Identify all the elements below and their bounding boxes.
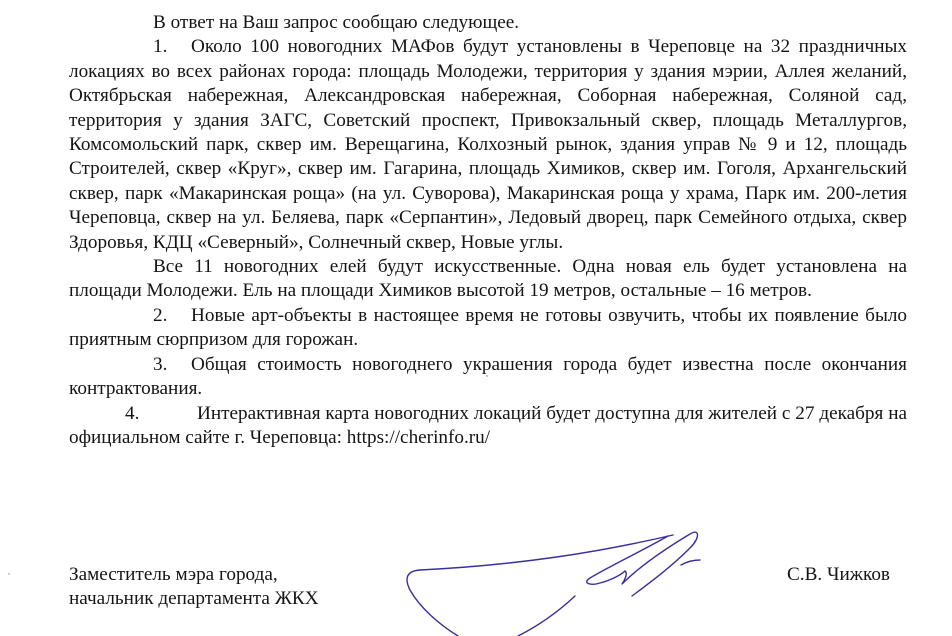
intro-paragraph: В ответ на Ваш запрос сообщаю следующее. [153,12,520,33]
item-2-paragraph [69,304,907,353]
signatory-position [69,563,319,612]
item-4-paragraph [69,402,907,451]
item-3-text: Общая стоимость новогоднего украшения города будет известна после окончания контрактования. [69,353,907,400]
scan-speck [8,573,10,575]
position-line-2: начальник департамента ЖКХ [69,588,319,610]
item-2-number: 2. [153,304,168,326]
signatory-name: С.В. Чижков [787,564,890,585]
item-4-number: 4. [125,402,140,424]
item-3-paragraph [69,353,907,402]
position-line-1: Заместитель мэра города, [69,564,278,585]
letter-body [69,11,907,450]
scan-speck [486,375,488,377]
item-1-paragraph [69,35,907,255]
item-1-text: Около 100 новогодних МАФов будут установлены в Череповце на 32 праздничных локациях во всех районах города: площадь Молодежи, территория у здания мэрии, Аллея желаний, Октябрьская набережная, Александровская набережная, Соборная набережная, Соляной сад, территория у здания ЗАГС, Советский проспект, Привокзальный сквер, площадь Металлургов, Комсомольский парк, сквер им. Верещагина, Колхозный рынок, здания управ № 9 и 12, площадь Строителей, сквер «Круг», сквер им. Гагарина, площадь Химиков, сквер им. Гоголя, Архангельский сквер, парк «Макаринская роща» (на ул. Суворова), Макаринская роща у храма, Парк им. 200-летия Череповца, сквер на ул. Беляева, парк «Серпантин», Ледовый дворец, парк Семейного отдыха, сквер Здоровья, КДЦ «Северный», Солнечный сквер, Новые углы. [69,36,907,253]
item-2-text: Новые арт-объекты в настоящее время не готовы озвучить, чтобы их появление было приятным сюрпризом для горожан. [69,304,907,351]
item-4-text: Интерактивная карта новогодних локаций будет доступна для жителей с 27 декабря на официальном сайте г. Череповца: https://cherinfo.ru/ [69,402,907,448]
item-1-trees-paragraph: Все 11 новогодних елей будут искусственные. Одна новая ель будет установлена на площади Молодежи. Ель на площади Химиков высотой 19 метров, остальные – 16 метров. [69,256,907,302]
item-1-number: 1. [153,36,168,58]
item-3-number: 3. [153,353,168,375]
